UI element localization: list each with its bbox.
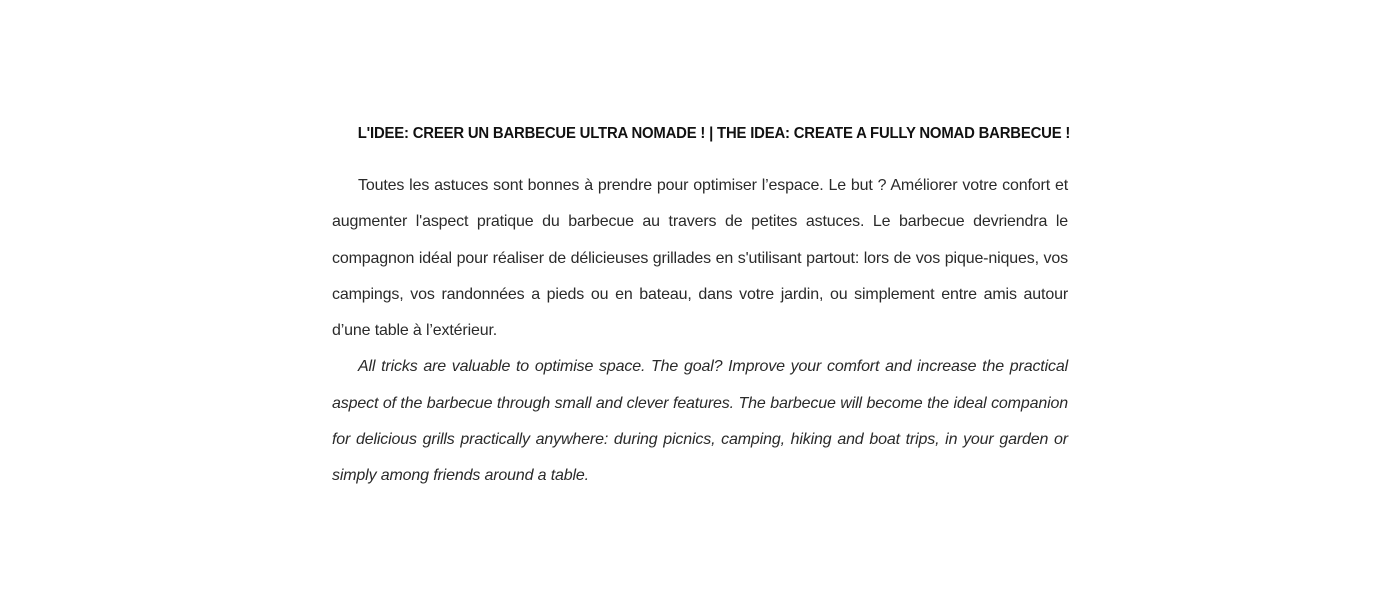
document-body	[332, 122, 1071, 495]
paragraph-french: Toutes les astuces sont bonnes à prendre pour optimiser l’espace. Le but ? Améliorer votre confort et augmenter l'aspect pratique du barbecue au travers de petites astuces. Le barbecue devriendra le compagnon idéal pour réaliser de délicieuses grillades en s'utilisant partout: lors de vos pique-niques, vos campings, vos randonnées a pieds ou en bateau, dans votre jardin, ou simplement entre amis autour d’une table à l’extérieur.	[332, 177, 1068, 340]
paragraph-english: All tricks are valuable to optimise space. The goal? Improve your comfort and increase the practical aspect of the barbecue through small and clever features. The barbecue will become the ideal companion for delicious grills practically anywhere: during picnics, camping, hiking and boat trips, in your garden or simply among friends around a table.	[332, 358, 1068, 485]
document-title: L'IDEE: CREER UN BARBECUE ULTRA NOMADE ! | THE IDEA: CREATE A FULLY NOMAD BARBECUE !	[357, 125, 1071, 142]
